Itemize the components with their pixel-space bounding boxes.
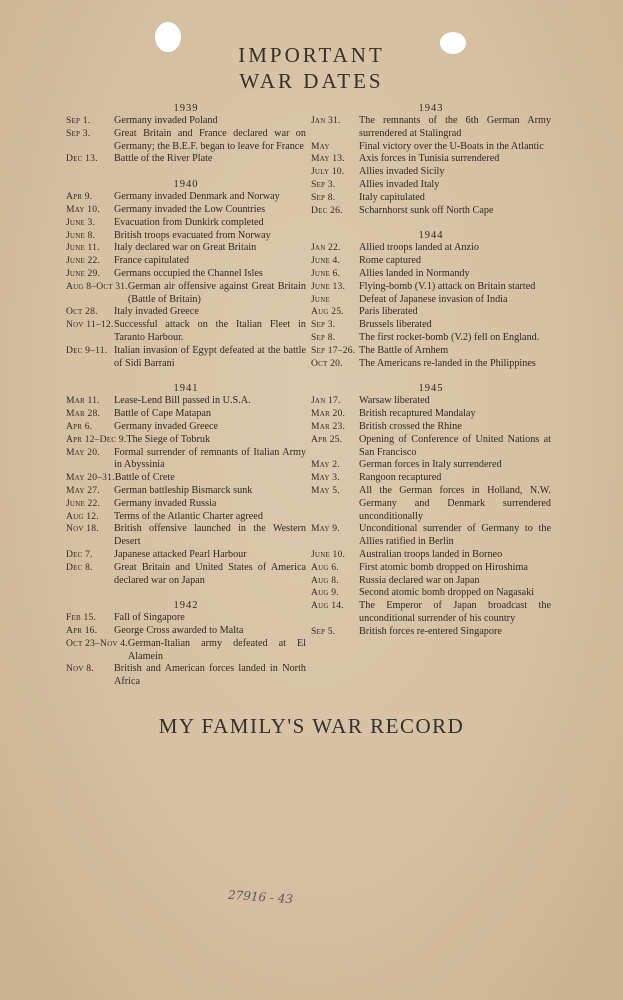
entry-text: Germans occupied the Channel Isles <box>114 267 263 279</box>
date-entry <box>66 242 306 255</box>
entry-text: British forces re-entered Singapore <box>359 625 502 637</box>
date-entry <box>66 612 306 625</box>
entry-text: Battle of Crete <box>114 472 175 484</box>
entry-date: Sep 8. <box>311 191 336 203</box>
entry-text: Warsaw liberated <box>359 395 430 407</box>
entry-text: Final victory over the U-Boats in the Atlantic <box>359 140 544 152</box>
entry-text: Lease-Lend Bill passed in U.S.A. <box>114 395 251 407</box>
entry-text: British and American forces landed in North Africa <box>114 663 306 688</box>
entry-date: June 13. <box>311 280 346 292</box>
entry-text: Flying-bomb (V.1) attack on Britain started <box>359 280 536 292</box>
entry-date: Mar 28. <box>66 408 101 420</box>
entry-text: Terms of the Atlantic Charter agreed <box>114 510 263 522</box>
entry-date: Sep 5. <box>311 625 336 637</box>
date-entry <box>311 562 551 575</box>
entry-text: Defeat of Japanese invasion of India <box>359 293 508 305</box>
entry-date: Mar 23. <box>311 420 346 432</box>
entry-date: May 27. <box>66 484 100 496</box>
year-heading: 1939 <box>173 103 199 114</box>
entry-date: Nov 8. <box>66 663 94 675</box>
entry-date: May 2. <box>311 459 340 471</box>
date-entry <box>66 485 306 498</box>
left-column <box>66 100 306 689</box>
entry-text: Allies landed in Normandy <box>359 267 470 279</box>
date-entry <box>66 421 306 434</box>
entry-date: Jan 22. <box>311 242 341 254</box>
title-line-2: WAR DATES <box>239 69 384 93</box>
date-entry <box>311 421 551 434</box>
entry-text: Italy capitulated <box>359 191 425 203</box>
entry-date: Sep 8. <box>311 331 336 343</box>
entry-date: June 4. <box>311 255 341 267</box>
date-entry <box>66 217 306 230</box>
entry-text: The Battle of Arnhem <box>359 344 449 356</box>
entry-text: Opening of Conference of United Nations at San Francisco <box>359 433 551 458</box>
entry-date: Dec 13. <box>66 153 98 165</box>
entry-date: Aug 12. <box>66 510 99 522</box>
entry-date: Jan 31. <box>311 115 341 126</box>
date-entry <box>66 498 306 511</box>
date-entry <box>311 281 551 294</box>
entry-date: June 22. <box>66 497 101 509</box>
section-gap <box>66 166 306 176</box>
entry-text: German battleship Bismarck sunk <box>114 484 253 496</box>
footer-title: MY FAMILY'S WAR RECORD <box>158 714 465 738</box>
date-entry <box>311 549 551 562</box>
date-entry <box>66 638 306 664</box>
entry-date: June 8. <box>66 229 96 241</box>
date-entry <box>66 511 306 524</box>
entry-date: Nov 18. <box>66 523 99 535</box>
entry-text: British crossed the Rhine <box>359 420 462 432</box>
year-heading: 1943 <box>418 103 444 114</box>
date-entry <box>311 319 551 332</box>
entry-date: Sep 3. <box>66 127 91 139</box>
date-entry <box>66 472 306 485</box>
year-heading: 1945 <box>418 383 444 395</box>
entry-date: June 3. <box>66 216 96 228</box>
date-entry <box>311 472 551 485</box>
date-entry <box>66 434 306 447</box>
date-entry <box>66 523 306 549</box>
date-entry <box>66 230 306 243</box>
entry-text: Evacuation from Dunkirk completed <box>114 216 264 228</box>
entry-text: Russia declared war on Japan <box>359 574 480 586</box>
entry-text: Formal surrender of remnants of Italian Army in Abyssinia <box>114 446 306 471</box>
entry-text: Germany invaded Poland <box>114 115 218 126</box>
handwritten-note: 27916 - 43 <box>227 887 294 907</box>
entry-date: May 10. <box>66 203 100 215</box>
entry-text: France capitulated <box>114 255 189 267</box>
date-entry <box>311 192 551 205</box>
section-gap <box>66 587 306 597</box>
date-entry <box>66 128 306 154</box>
entry-date: May 3. <box>311 472 340 484</box>
entry-text: British offensive launched in the Western Desert <box>114 523 306 548</box>
date-entry <box>66 153 306 166</box>
date-entry <box>311 358 551 371</box>
date-entry <box>311 575 551 588</box>
entry-text: Unconditional surrender of Germany to the Allies ratified in Berlin <box>359 523 551 548</box>
date-entry <box>311 485 551 523</box>
entry-text: Italy declared war on Great Britain <box>114 242 257 254</box>
entry-text: Scharnhorst sunk off North Cape <box>359 204 494 216</box>
entry-text: The Emperor of Japan broadcast the unconditional surrender of his country <box>359 600 551 624</box>
entry-text: Rangoon recaptured <box>359 472 442 484</box>
section-gap <box>311 370 551 380</box>
entry-text: Great Britain and France declared war on Germany; the B.E.F. began to leave for France <box>114 127 306 152</box>
entry-date: Nov 11–12. <box>66 319 114 331</box>
date-entry <box>311 434 551 460</box>
date-entry <box>66 306 306 319</box>
entry-text: British troops evacuated from Norway <box>114 229 271 241</box>
date-entry <box>311 587 551 600</box>
entry-date: Sep 1. <box>66 115 91 126</box>
date-entry <box>311 255 551 268</box>
entry-date: May 13. <box>311 153 345 165</box>
entry-date: Dec 7. <box>66 548 93 560</box>
entry-text: Battle of Cape Matapan <box>114 408 212 420</box>
date-entry <box>311 166 551 179</box>
date-entry <box>311 459 551 472</box>
entry-text: British recaptured Mandalay <box>359 408 476 420</box>
entry-text: Fall of Singapore <box>114 612 185 624</box>
year-heading: 1941 <box>173 383 199 395</box>
entry-text: The Americans re-landed in the Philippines <box>359 357 536 369</box>
entry-date: Feb 15. <box>66 612 97 624</box>
entry-date: June 22. <box>66 255 101 267</box>
entry-text: Italian invasion of Egypt defeated at the battle of Sidi Barrani <box>114 344 306 369</box>
entry-date: Aug 6. <box>311 561 339 573</box>
date-entry <box>66 663 306 689</box>
date-entry <box>66 255 306 268</box>
entry-date: Aug 9. <box>311 587 339 599</box>
entry-date: Mar 11. <box>66 395 100 407</box>
entry-date: May 5. <box>311 484 340 496</box>
entry-date: Aug 8. <box>311 574 339 586</box>
entry-date: Dec 26. <box>311 204 343 216</box>
date-entry <box>66 562 306 588</box>
entry-date: June <box>311 293 330 305</box>
entry-text: German air offensive against Great Britain (Battle of Britain) <box>127 280 306 305</box>
entry-date: May 20. <box>66 446 100 458</box>
date-entry <box>66 408 306 421</box>
entry-date: Sep 3. <box>311 178 336 190</box>
entry-date: May <box>311 140 330 152</box>
date-entry <box>66 345 306 371</box>
entry-text: First atomic bomb dropped on Hiroshima <box>359 561 528 573</box>
year-heading: 1944 <box>418 230 444 242</box>
title-line-1: IMPORTANT <box>238 43 385 67</box>
entry-date: Dec 8. <box>66 561 93 573</box>
entry-text: Italy invaded Greece <box>114 306 199 318</box>
entry-text: All the German forces in Holland, N.W. Germany and Denmark surrendered unconditionally <box>359 484 551 522</box>
entry-text: Japanese attacked Pearl Harbour <box>114 548 247 560</box>
date-entry <box>311 179 551 192</box>
entry-date: July 10. <box>311 166 345 178</box>
year-heading: 1942 <box>173 600 199 612</box>
date-entry <box>66 319 306 345</box>
entry-date: May 20–31. <box>66 472 115 484</box>
date-entry <box>311 205 551 218</box>
entry-text: Germany invaded Denmark and Norway <box>114 191 280 203</box>
entry-date: June 29. <box>66 267 101 279</box>
entry-text: The first rocket-bomb (V.2) fell on England. <box>359 331 540 343</box>
date-entry <box>66 395 306 408</box>
entry-date: June 6. <box>311 267 341 279</box>
date-entry <box>311 345 551 358</box>
entry-date: Jan 17. <box>311 395 341 407</box>
entry-text: Great Britain and United States of America declared war on Japan <box>114 561 306 586</box>
entry-date: Apr 16. <box>66 625 98 637</box>
date-entry <box>311 600 551 626</box>
entry-date: Oct 20. <box>311 357 343 369</box>
date-entry <box>66 549 306 562</box>
date-entry <box>66 191 306 204</box>
date-entry <box>311 408 551 421</box>
entry-text: Axis forces in Tunisia surrendered <box>359 153 500 165</box>
entry-text: Germany invaded Greece <box>114 420 219 432</box>
entry-text: German-Italian army defeated at El Alamein <box>127 637 306 662</box>
entry-date: Apr 12–Dec 9. <box>66 433 127 445</box>
entry-text: Battle of the River Plate <box>114 153 213 165</box>
date-entry <box>311 153 551 166</box>
date-entry <box>311 523 551 549</box>
entry-date: Oct 23–Nov 4. <box>66 637 128 649</box>
section-gap <box>66 370 306 380</box>
section-gap <box>311 217 551 227</box>
entry-date: Aug 14. <box>311 600 344 612</box>
date-entry <box>311 242 551 255</box>
date-entry <box>311 395 551 408</box>
entry-date: June 10. <box>311 548 346 560</box>
year-heading: 1940 <box>173 179 199 191</box>
date-entry <box>66 625 306 638</box>
date-entry <box>311 115 551 141</box>
entry-text: Brussels liberated <box>359 319 432 331</box>
date-entry <box>311 306 551 319</box>
entry-text: Paris liberated <box>359 306 418 318</box>
entry-date: Mar 20. <box>311 408 346 420</box>
entry-text: Allied troops landed at Anzio <box>359 242 479 254</box>
entry-text: Germany invaded the Low Countries <box>114 203 266 215</box>
entry-date: Aug 25. <box>311 306 344 318</box>
entry-text: Rome captured <box>359 255 421 267</box>
entry-text: The remnants of the 6th German Army surrendered at Stalingrad <box>359 115 551 139</box>
date-entry <box>311 626 551 639</box>
entry-text: German forces in Italy surrendered <box>359 459 502 471</box>
date-entry <box>66 268 306 281</box>
date-entry <box>311 332 551 345</box>
entry-text: Second atomic bomb dropped on Nagasaki <box>359 587 535 599</box>
entry-date: Apr 25. <box>311 433 343 445</box>
date-entry <box>311 141 551 154</box>
entry-date: Apr 6. <box>66 420 93 432</box>
entry-date: Sep 17–26. <box>311 344 356 356</box>
entry-date: Sep 3. <box>311 319 336 331</box>
entry-date: June 11. <box>66 242 100 254</box>
entry-text: The Siege of Tobruk <box>126 433 211 445</box>
date-entry <box>311 294 551 307</box>
entry-text: Successful attack on the Italian Fleet in Taranto Harbour. <box>114 319 306 343</box>
entry-text: George Cross awarded to Malta <box>114 625 244 637</box>
entry-text: Australian troops landed in Borneo <box>359 548 503 560</box>
entry-text: Allies invaded Italy <box>359 178 440 190</box>
entry-date: Oct 28. <box>66 306 98 318</box>
date-entry <box>66 447 306 473</box>
date-entry <box>66 115 306 128</box>
date-entry <box>66 281 306 307</box>
date-entry <box>66 204 306 217</box>
right-column <box>311 100 551 638</box>
entry-date: Dec 9–11. <box>66 344 108 356</box>
entry-date: May 9. <box>311 523 340 535</box>
entry-text: Allies invaded Sicily <box>359 166 445 178</box>
entry-date: Apr 9. <box>66 191 93 203</box>
entry-text: Germany invaded Russia <box>114 497 217 509</box>
entry-date: Aug 8–Oct 31. <box>66 280 128 292</box>
date-entry <box>311 268 551 281</box>
